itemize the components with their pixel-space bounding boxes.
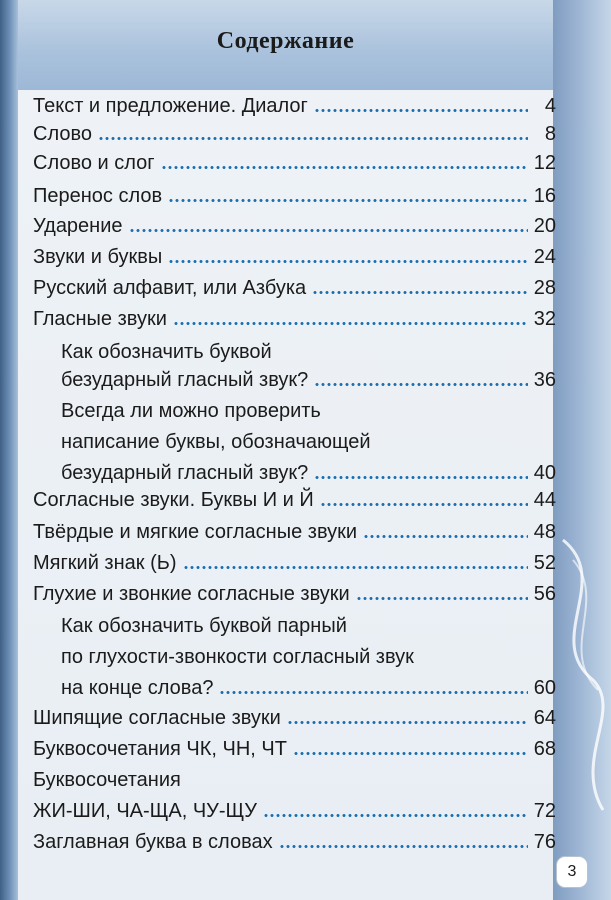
toc-entry-title: Текст и предложение. Диалог [33, 95, 308, 117]
toc-entry[interactable] [33, 580, 556, 608]
dot-leader [219, 691, 527, 694]
toc-entry-title: Слово и слог [33, 152, 155, 174]
toc-entry-title-line: безударный гласный звук? [61, 462, 309, 484]
toc-entry-page: 8 [544, 123, 556, 145]
toc-entry-page: 48 [533, 521, 556, 543]
toc-subentry[interactable] [61, 338, 556, 394]
dot-leader [168, 199, 528, 202]
toc-entry-title-line: по глухости-звонкости согласный звук [61, 646, 414, 668]
toc-entry[interactable] [33, 182, 556, 210]
toc-entry[interactable] [33, 735, 556, 763]
toc-entry-page: 72 [533, 800, 556, 822]
toc-entry-title-line: на конце слова? [61, 677, 214, 699]
toc-entry[interactable] [33, 149, 556, 177]
toc-entry[interactable] [33, 518, 556, 546]
toc-entry[interactable] [33, 92, 556, 120]
toc-entry-title: Глухие и звонкие согласные звуки [33, 583, 350, 605]
toc-entry-page: 24 [533, 246, 556, 268]
dot-leader [320, 503, 528, 506]
dot-leader [98, 137, 528, 140]
page-title: Содержание [216, 28, 355, 54]
toc-entry[interactable] [33, 305, 556, 333]
toc-entry-page: 40 [533, 462, 556, 484]
decorative-swirl [553, 520, 611, 820]
toc-entry-page: 28 [533, 277, 556, 299]
toc-subentry[interactable] [61, 397, 556, 487]
toc-entry-page: 20 [533, 215, 556, 237]
toc-entry-title: Перенос слов [33, 185, 163, 207]
toc-entry[interactable] [33, 704, 556, 732]
toc-entry-title: Заглавная буква в словах [33, 831, 273, 853]
toc-entry-page: 4 [544, 95, 556, 117]
toc-entry-title: Ударение [33, 215, 123, 237]
dot-leader [287, 721, 528, 724]
toc-entry-page: 32 [533, 308, 556, 330]
dot-leader [279, 845, 528, 848]
toc-entry-page: 44 [533, 489, 556, 511]
toc-entry-page: 64 [533, 707, 556, 729]
toc-entry-title-line: безударный гласный звук? [61, 369, 309, 391]
toc-entry-title: Согласные звуки. Буквы И и Й [33, 489, 314, 511]
dot-leader [356, 597, 528, 600]
toc-entry-page: 68 [533, 738, 556, 760]
toc-entry-title: Твёрдые и мягкие согласные звуки [33, 521, 358, 543]
toc-entry-title-line: Всегда ли можно проверить [61, 400, 321, 422]
toc-entry-page: 52 [533, 552, 556, 574]
dot-leader [129, 229, 528, 232]
toc-entry-page: 56 [533, 583, 556, 605]
toc-entry-title-line: Буквосочетания [33, 769, 181, 791]
toc-entry-title: Звуки и буквы [33, 246, 163, 268]
toc-entry-page: 76 [533, 831, 556, 853]
toc-entry[interactable] [33, 828, 556, 856]
toc-entry-title: Мягкий знак (Ь) [33, 552, 177, 574]
dot-leader [314, 476, 527, 479]
dot-leader [293, 752, 528, 755]
toc-entry[interactable] [33, 120, 556, 148]
page-number: 3 [556, 856, 588, 888]
dot-leader [168, 260, 528, 263]
toc-entry-title-line: написание буквы, обозначающей [61, 431, 371, 453]
dot-leader [314, 109, 528, 112]
dot-leader [363, 535, 528, 538]
toc-entry-page: 60 [533, 677, 556, 699]
toc-entry[interactable] [33, 243, 556, 271]
toc-entry-title-line: Как обозначить буквой парный [61, 615, 347, 637]
toc-entry[interactable] [33, 212, 556, 240]
toc-entry-page: 12 [533, 152, 556, 174]
toc-entry[interactable] [33, 766, 556, 825]
left-margin-strip [0, 0, 18, 900]
dot-leader [314, 383, 527, 386]
toc-entry[interactable] [33, 549, 556, 577]
dot-leader [161, 166, 528, 169]
toc-entry-title: Гласные звуки [33, 308, 167, 330]
toc-entry-title: Шипящие согласные звуки [33, 707, 281, 729]
toc-entry[interactable] [33, 486, 556, 514]
toc-entry-title: Слово [33, 123, 92, 145]
right-decorative-panel [553, 0, 611, 900]
toc-entry-page: 16 [533, 185, 556, 207]
toc-entry[interactable] [33, 274, 556, 302]
dot-leader [173, 322, 528, 325]
toc-entry-page: 36 [533, 369, 556, 391]
dot-leader [183, 566, 528, 569]
toc-entry-title-line: ЖИ-ШИ, ЧА-ЩА, ЧУ-ЩУ [33, 800, 258, 822]
toc-entry-title: Русский алфавит, или Азбука [33, 277, 307, 299]
dot-leader [263, 814, 528, 817]
toc-entry-title-line: Как обозначить буквой [61, 341, 272, 363]
toc-entry-title: Буквосочетания ЧК, ЧН, ЧТ [33, 738, 287, 760]
dot-leader [312, 291, 528, 294]
toc-subentry[interactable] [61, 612, 556, 702]
